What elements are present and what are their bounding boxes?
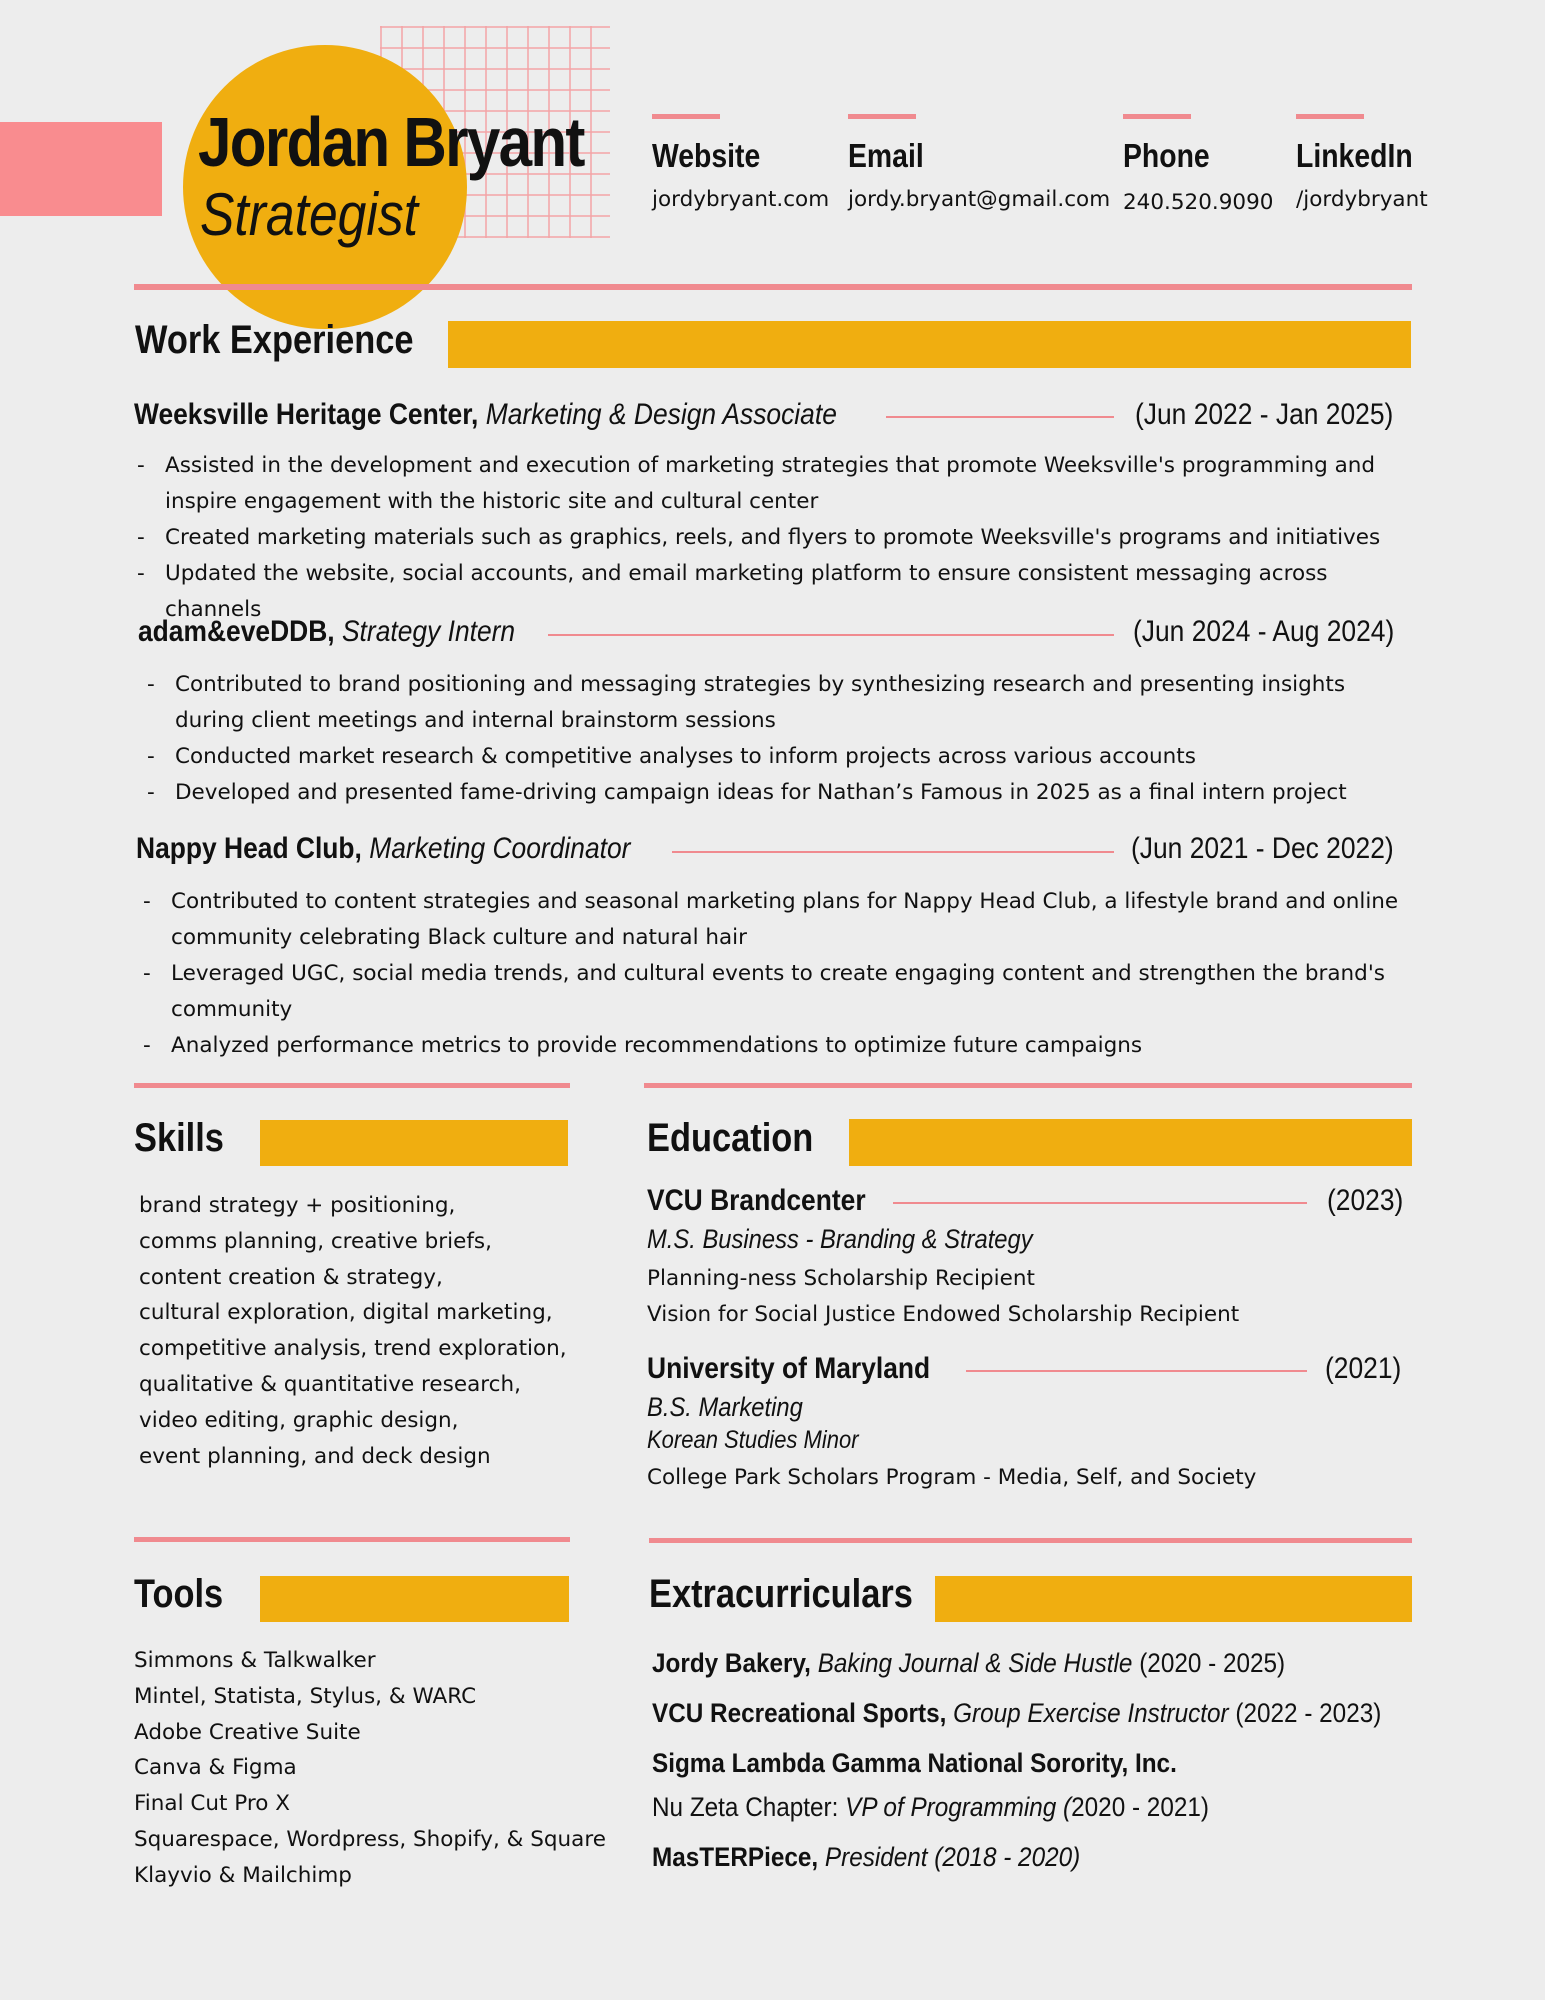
company-name: Nappy Head Club, xyxy=(136,832,362,865)
section-accent-bar xyxy=(935,1576,1412,1622)
org-name: Jordy Bakery, xyxy=(652,1648,811,1678)
connector-line xyxy=(893,1202,1307,1204)
section-divider xyxy=(644,1083,1412,1088)
extracurricular-item xyxy=(652,1842,1080,1873)
org-dates: 2020 - 2021) xyxy=(1071,1792,1209,1822)
company-name: adam&eveDDB, xyxy=(138,615,335,648)
school-notes xyxy=(647,1460,1256,1496)
email-link[interactable]: jordy.bryant@gmail.com xyxy=(848,187,1111,212)
job-bullets xyxy=(135,448,1405,628)
job-dates: (Jun 2022 - Jan 2025) xyxy=(1135,398,1394,431)
school-year: (2021) xyxy=(1325,1352,1402,1385)
section-title: Tools xyxy=(134,1572,224,1616)
list-item: qualitative & quantitative research, xyxy=(139,1371,521,1397)
linkedin-label: LinkedIn xyxy=(1296,137,1413,174)
pink-block-decoration xyxy=(0,122,162,216)
email-label: Email xyxy=(848,137,924,174)
bullet-item: - Leveraged UGC, social media trends, and cultural events to create engaging content and strengthen the brand's community xyxy=(141,956,1411,1028)
header-divider xyxy=(134,284,1412,290)
list-item: Klayvio & Mailchimp xyxy=(134,1862,352,1888)
section-divider xyxy=(649,1538,1412,1543)
candidate-name: Jordan Bryant xyxy=(198,103,584,181)
phone-link[interactable]: 240.520.9090 xyxy=(1123,190,1274,215)
contact-accent xyxy=(848,114,916,119)
phone-label: Phone xyxy=(1123,137,1210,174)
candidate-role: Strategist xyxy=(200,181,418,248)
school-notes xyxy=(647,1261,1239,1333)
org-role: President (2018 - 2020) xyxy=(824,1842,1081,1872)
school-name-text: University of Maryland xyxy=(647,1352,931,1385)
job-bullets xyxy=(141,884,1411,1064)
org-role: Baking Journal & Side Hustle xyxy=(817,1648,1133,1678)
job-title: Marketing Coordinator xyxy=(369,832,631,865)
job-heading xyxy=(134,398,837,432)
section-title: Education xyxy=(647,1116,814,1160)
company-name: Weeksville Heritage Center, xyxy=(134,398,479,431)
org-dates: (2020 - 2025) xyxy=(1139,1648,1286,1678)
job-dates: (Jun 2024 - Aug 2024) xyxy=(1133,615,1395,648)
connector-line xyxy=(548,634,1114,636)
bullet-item: - Assisted in the development and execution of marketing strategies that promote Weeksville's programming and inspire engagement with the historic site and cultural center xyxy=(135,448,1405,520)
list-item: event planning, and deck design xyxy=(139,1443,491,1469)
org-role: VP of Programming ( xyxy=(845,1792,1072,1822)
list-item: Simmons & Talkwalker xyxy=(134,1648,376,1673)
contact-accent xyxy=(652,114,720,119)
org-dates: (2022 - 2023) xyxy=(1235,1698,1382,1728)
org-name: Sigma Lambda Gamma National Sorority, Inc. xyxy=(652,1748,1177,1778)
job-bullets xyxy=(145,667,1405,811)
list-item: Adobe Creative Suite xyxy=(134,1719,361,1745)
list-item: video editing, graphic design, xyxy=(139,1407,459,1433)
bullet-item: - Contributed to content strategies and seasonal marketing plans for Nappy Head Club, a lifestyle brand and online community celebrating Black culture and natural hair xyxy=(141,884,1411,956)
connector-line xyxy=(886,416,1114,418)
bullet-item: - Analyzed performance metrics to provide recommendations to optimize future campaigns xyxy=(141,1028,1411,1064)
linkedin-link[interactable]: /jordybryant xyxy=(1296,187,1428,212)
degree: M.S. Business - Branding & Strategy xyxy=(647,1224,1033,1254)
list-item: Planning-ness Scholarship Recipient xyxy=(647,1266,1035,1291)
chapter-name: Nu Zeta Chapter: xyxy=(652,1792,839,1822)
list-item: content creation & strategy, xyxy=(139,1264,443,1290)
section-divider xyxy=(134,1537,570,1542)
job-dates: (Jun 2021 - Dec 2022) xyxy=(1131,832,1394,865)
list-item: competitive analysis, trend exploration, xyxy=(139,1336,567,1362)
section-title: Work Experience xyxy=(135,318,414,362)
tools-list xyxy=(134,1643,606,1894)
section-divider xyxy=(134,1083,570,1088)
school-name xyxy=(647,1352,930,1386)
minor: Korean Studies Minor xyxy=(647,1426,859,1454)
list-item: Vision for Social Justice Endowed Scholarship Recipient xyxy=(647,1301,1240,1327)
org-name: MasTERPiece, xyxy=(652,1842,819,1872)
degree: B.S. Marketing xyxy=(647,1392,803,1422)
extracurricular-item xyxy=(652,1792,1209,1823)
section-title: Extracurriculars xyxy=(649,1572,913,1616)
job-heading xyxy=(138,615,515,649)
school-name-text: VCU Brandcenter xyxy=(647,1184,866,1217)
bullet-item: - Developed and presented fame-driving campaign ideas for Nathan’s Famous in 2025 as a final intern project xyxy=(145,775,1405,811)
connector-line xyxy=(672,851,1114,853)
list-item: comms planning, creative briefs, xyxy=(139,1228,492,1254)
org-name: VCU Recreational Sports, xyxy=(652,1698,947,1728)
section-accent-bar xyxy=(849,1119,1412,1166)
extracurricular-item xyxy=(652,1748,1177,1779)
bullet-item: - Created marketing materials such as graphics, reels, and flyers to promote Weeksville's programs and initiatives xyxy=(135,520,1405,556)
list-item: Final Cut Pro X xyxy=(134,1791,290,1817)
job-title: Marketing & Design Associate xyxy=(485,398,837,431)
section-accent-bar xyxy=(260,1120,568,1166)
bullet-item: - Contributed to brand positioning and messaging strategies by synthesizing research and presenting insights during client meetings and internal brainstorm sessions xyxy=(145,667,1405,739)
section-accent-bar xyxy=(448,321,1411,368)
section-accent-bar xyxy=(260,1576,569,1622)
job-title: Strategy Intern xyxy=(341,615,516,648)
connector-line xyxy=(966,1370,1307,1372)
school-year: (2023) xyxy=(1327,1184,1404,1217)
list-item: cultural exploration, digital marketing, xyxy=(139,1300,553,1326)
list-item: Canva & Figma xyxy=(134,1755,297,1781)
list-item: Squarespace, Wordpress, Shopify, & Square xyxy=(134,1826,606,1852)
list-item: Mintel, Statista, Stylus, & WARC xyxy=(134,1683,477,1709)
section-title: Skills xyxy=(134,1116,224,1160)
website-label: Website xyxy=(652,137,761,174)
website-link[interactable]: jordybryant.com xyxy=(652,187,830,212)
job-heading xyxy=(136,832,630,866)
bullet-item: - Updated the website, social accounts, and email marketing platform to ensure consistent messaging across channels xyxy=(135,556,1405,628)
skills-list xyxy=(139,1188,567,1474)
contact-accent xyxy=(1296,114,1364,119)
list-item: College Park Scholars Program - Media, Self, and Society xyxy=(647,1465,1257,1490)
list-item: brand strategy + positioning, xyxy=(139,1193,456,1218)
extracurricular-item xyxy=(652,1648,1285,1679)
bullet-item: - Conducted market research & competitive analyses to inform projects across various accounts xyxy=(145,739,1405,775)
school-name xyxy=(647,1184,866,1218)
extracurricular-item xyxy=(652,1698,1381,1729)
org-role: Group Exercise Instructor xyxy=(953,1698,1229,1728)
contact-accent xyxy=(1123,114,1191,119)
